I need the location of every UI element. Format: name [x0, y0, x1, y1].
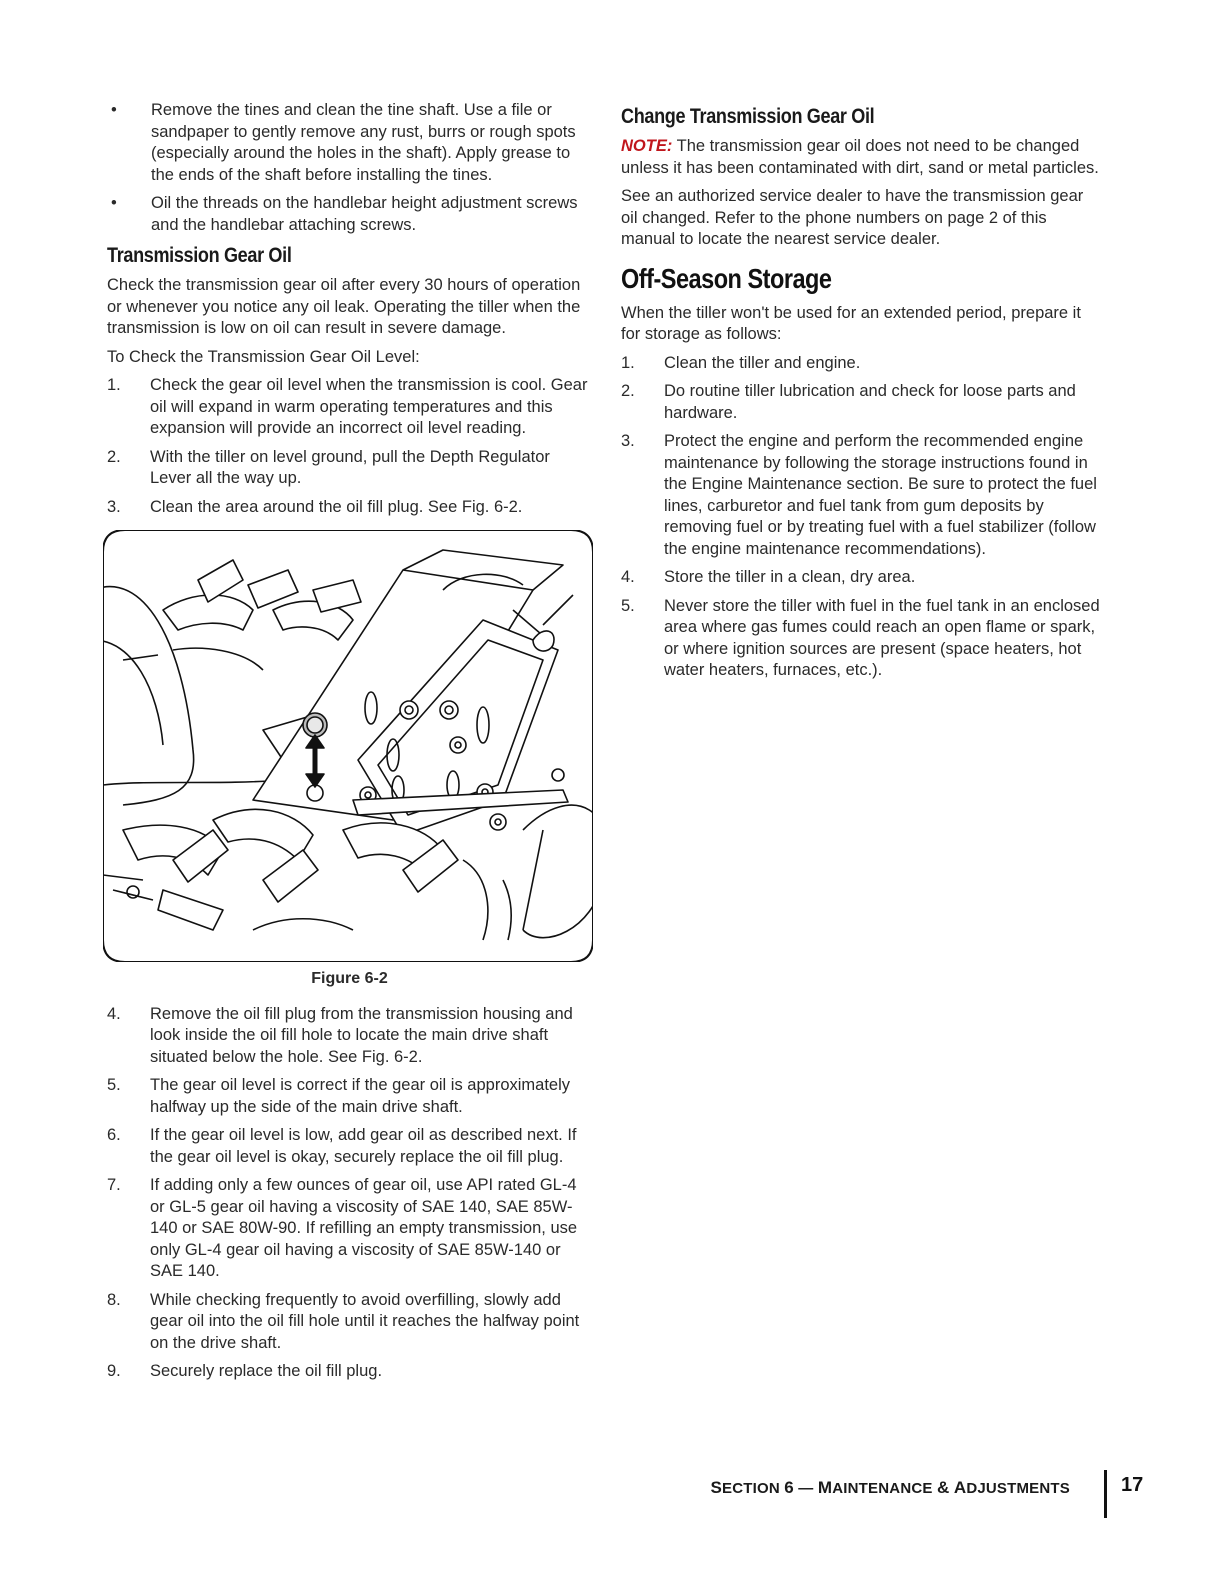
step-text: If the gear oil level is low, add gear oil as described next. If the gear oil level is okay, securely replace the oil fill plug. [150, 1126, 577, 1166]
list-item [621, 381, 1101, 424]
step-number: 1. [621, 353, 635, 372]
transmission-gear-oil-heading: Transmission Gear Oil [107, 244, 292, 267]
list-item [621, 431, 1101, 560]
figure-caption: Figure 6-2 [311, 970, 388, 987]
note-label: NOTE: [621, 137, 673, 155]
step-text: Do routine tiller lubrication and check for loose parts and hardware. [664, 382, 1076, 422]
figure-6-2-illustration [103, 530, 593, 962]
step-number: 2. [107, 447, 121, 466]
footer-djustments: DJUSTMENTS [966, 1480, 1070, 1497]
check-level-label: To Check the Transmission Gear Oil Level: [107, 347, 420, 366]
off-season-storage-heading: Off-Season Storage [621, 262, 832, 294]
step-number: 2. [621, 382, 635, 400]
footer-ection: ECTION [722, 1480, 780, 1497]
list-item [621, 353, 1101, 375]
step-text: Clean the area around the oil fill plug. See Fig. 6-2. [150, 497, 523, 516]
step-text: With the tiller on level ground, pull the Depth Regulator Lever all the way up. [150, 447, 550, 487]
right-column [621, 100, 1101, 689]
step-text: Protect the engine and perform the recommended engine maintenance by following the storage instructions found in the Engine Maintenance section. Be sure to protect the fuel lines, carburetor and fuel tank from gum deposits by removing fuel or by treating fuel with a fuel stabilizer (follow the engine maintenance recommendations). [664, 432, 1097, 558]
note-text: The transmission gear oil does not need to be changed unless it has been contaminated with dirt, sand or metal particles. [621, 137, 1099, 177]
step-number: 9. [107, 1362, 121, 1380]
list-item [107, 1361, 592, 1383]
step-text: Securely replace the oil fill plug. [150, 1362, 383, 1380]
list-item [107, 1125, 592, 1168]
transmission-intro: Check the transmission gear oil after every 30 hours of operation or whenever you notice any oil leak. Operating the tiller when the transmission is low on oil can result in severe damage. [107, 276, 581, 337]
list-item [107, 1075, 592, 1118]
step-number: 4. [621, 568, 635, 586]
footer-section-number: 6 [784, 1478, 794, 1497]
step-number: 7. [107, 1176, 121, 1194]
footer-aintenance: AINTENANCE [832, 1480, 933, 1497]
bullet-item [107, 100, 592, 186]
list-item [107, 1290, 592, 1355]
step-number: 5. [621, 596, 635, 615]
list-item [107, 447, 592, 490]
bullet-text: Remove the tines and clean the tine shaft. Use a file or sandpaper to gently remove any rust, burrs or rough spots (especially around the holes in the shaft). Apply grease to the ends of the shaft before installing the tines. [151, 101, 576, 184]
step-number: 5. [107, 1076, 121, 1094]
step-number: 8. [107, 1290, 121, 1309]
bullet-text: Oil the threads on the handlebar height adjustment screws and the handlebar attaching screws. [151, 194, 578, 234]
bullet-item [107, 193, 592, 236]
step-text: Store the tiller in a clean, dry area. [664, 568, 916, 586]
page-number: 17 [1121, 1474, 1144, 1496]
list-item [107, 375, 592, 440]
step-number: 1. [107, 376, 121, 394]
note-paragraph [621, 136, 1101, 179]
step-number: 4. [107, 1004, 121, 1023]
bullet-mark: • [111, 101, 117, 119]
step-number: 3. [107, 497, 121, 516]
dealer-paragraph: See an authorized service dealer to have the transmission gear oil changed. Refer to the phone numbers on page 2 of this manual to locate the nearest service dealer. [621, 187, 1084, 248]
bullet-mark: • [111, 194, 117, 212]
list-item [621, 567, 1101, 589]
step-text: While checking frequently to avoid overfilling, slowly add gear oil into the oil fill hole until it reaches the halfway point on the drive shaft. [150, 1290, 580, 1352]
left-column [107, 100, 592, 1390]
footer-s: S [710, 1478, 723, 1497]
section-footer [710, 1478, 1070, 1498]
list-item [107, 497, 592, 519]
list-item [107, 1175, 592, 1283]
step-text: If adding only a few ounces of gear oil, use API rated GL-4 or GL-5 gear oil having a viscosity of SAE 140, SAE 85W-140 or SAE 80W-90. If refilling an empty transmission, use only GL-4 gear oil having a viscosity of SAE 85W-140 or SAE 140. [150, 1176, 578, 1280]
step-text: Check the gear oil level when the transmission is cool. Gear oil will expand in warm operating temperatures and this expansion will provide an incorrect oil level reading. [150, 376, 588, 437]
step-text: Never store the tiller with fuel in the fuel tank in an enclosed area where gas fumes could reach an open flame or spark, or where ignition sources are present (space heaters, hot water heaters, furnaces, etc.). [664, 596, 1100, 679]
footer-dash: — [798, 1480, 814, 1497]
change-gear-oil-heading: Change Transmission Gear Oil [621, 105, 875, 128]
footer-amp: & [936, 1478, 950, 1497]
footer-divider [1104, 1470, 1107, 1518]
list-item [621, 596, 1101, 682]
step-text: Remove the oil fill plug from the transmission housing and look inside the oil fill hole to locate the main drive shaft situated below the hole. See Fig. 6-2. [150, 1004, 573, 1066]
step-text: Clean the tiller and engine. [664, 353, 861, 372]
list-item [107, 1004, 592, 1069]
step-number: 3. [621, 432, 635, 450]
step-number: 6. [107, 1126, 121, 1144]
footer-a: A [953, 1478, 967, 1497]
footer-m: M [817, 1478, 833, 1497]
storage-intro: When the tiller won't be used for an extended period, prepare it for storage as follows: [621, 303, 1081, 343]
step-text: The gear oil level is correct if the gear oil is approximately halfway up the side of the main drive shaft. [150, 1076, 571, 1116]
tiller-transmission-drawing [103, 530, 593, 962]
